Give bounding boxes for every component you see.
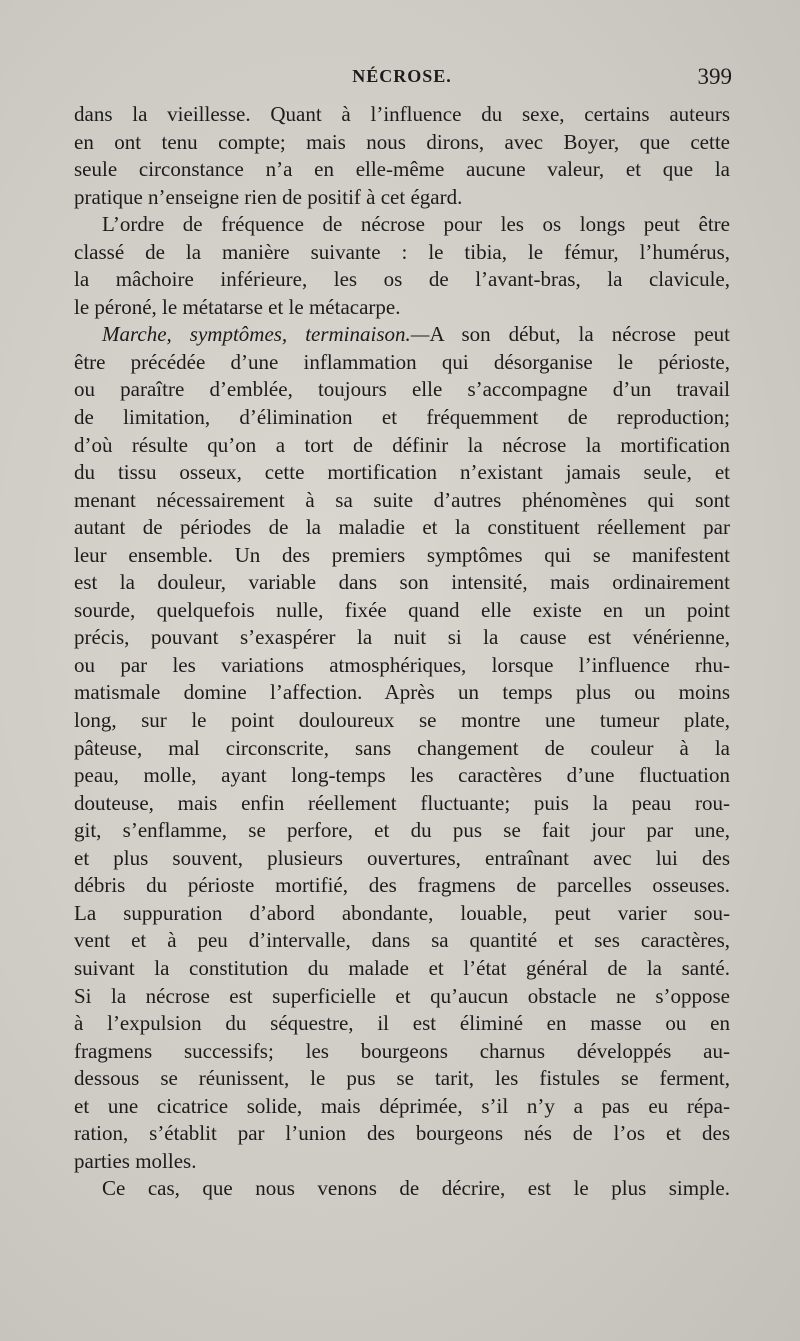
text-line: à l’expulsion du séquestre, il est éliminé en masse ou en — [74, 1011, 730, 1036]
text-line: douteuse, mais enfin réellement fluctuante; puis la peau rou- — [74, 790, 730, 815]
text-line-rest: A son début, la nécrose peut — [429, 322, 730, 347]
text-line: ration, s’établit par l’union des bourgeons nés de l’os et des — [74, 1121, 730, 1146]
text-line: débris du périoste mortifié, des fragmens de parcelles osseuses. — [74, 873, 730, 898]
running-head: NÉCROSE. — [352, 66, 452, 86]
text-line: le péroné, le métatarse et le métacarpe. — [74, 294, 401, 319]
page-number: 399 — [697, 64, 732, 89]
page-header — [72, 66, 732, 96]
text-line: classé de la manière suivante : le tibia, le fémur, l’humérus, — [74, 239, 730, 264]
text-line: menant nécessairement à sa suite d’autres phénomènes qui sont — [74, 487, 730, 512]
text-line: est la douleur, variable dans son intensité, mais ordinairement — [74, 570, 730, 595]
section-heading: Marche, symptômes, terminaison.— — [102, 322, 430, 347]
text-line: La suppuration d’abord abondante, louable, peut varier sou- — [74, 900, 730, 925]
text-line: seule circonstance n’a en elle-même aucune valeur, et que la — [74, 157, 730, 182]
text-line: fragmens successifs; les bourgeons charnus développés au- — [74, 1038, 730, 1063]
text-line: sourde, quelquefois nulle, fixée quand elle existe en un point — [74, 597, 730, 622]
text-line: ou paraître d’emblée, toujours elle s’accompagne d’un travail — [74, 377, 730, 402]
text-line: de limitation, d’élimination et fréquemment de reproduction; — [74, 405, 730, 430]
text-line: dans la vieillesse. Quant à l’influence du sexe, certains auteurs — [74, 102, 730, 126]
text-line: dessous se réunissent, le pus se tarit, les fistules se ferment, — [74, 1066, 730, 1091]
text-line: autant de périodes de la maladie et la constituent réellement par — [74, 515, 730, 540]
text-line: suivant la constitution du malade et l’état général de la santé. — [74, 955, 730, 980]
text-line: ou par les variations atmosphériques, lorsque l’influence rhu- — [74, 652, 730, 677]
text-line: Si la nécrose est superficielle et qu’aucun obstacle ne s’oppose — [74, 983, 730, 1008]
text-line: d’où résulte qu’on a tort de définir la nécrose la mortification — [74, 432, 730, 457]
text-line: être précédée d’une inflammation qui désorganise le périoste, — [74, 349, 730, 374]
text-line: pratique n’enseigne rien de positif à cet égard. — [74, 184, 463, 209]
text-line: et plus souvent, plusieurs ouvertures, entraînant avec lui des — [74, 845, 730, 870]
text-line: en ont tenu compte; mais nous dirons, avec Boyer, que cette — [74, 129, 730, 154]
text-line: long, sur le point douloureux se montre une tumeur plate, — [74, 708, 730, 733]
body-text — [74, 101, 730, 1203]
text-line: parties molles. — [74, 1148, 197, 1173]
text-line: Ce cas, que nous venons de décrire, est le plus simple. — [102, 1176, 730, 1201]
text-line: pâteuse, mal circonscrite, sans changement de couleur à la — [74, 735, 730, 760]
text-line: L’ordre de fréquence de nécrose pour les os longs peut être — [102, 212, 730, 237]
text-line: peau, molle, ayant long-temps les caractères d’une fluctuation — [74, 763, 730, 788]
text-line: la mâchoire inférieure, les os de l’avant-bras, la clavicule, — [74, 267, 730, 292]
text-line: leur ensemble. Un des premiers symptômes qui se manifestent — [74, 542, 730, 567]
text-line — [74, 321, 730, 349]
text-line: matismale domine l’affection. Après un temps plus ou moins — [74, 680, 730, 705]
text-line: et une cicatrice solide, mais déprimée, s’il n’y a pas eu répa- — [74, 1093, 730, 1118]
text-line: vent et à peu d’intervalle, dans sa quantité et ses caractères, — [74, 928, 730, 953]
text-line: du tissu osseux, cette mortification n’existant jamais seule, et — [74, 460, 730, 485]
text-line: git, s’enflamme, se perfore, et du pus se fait jour par une, — [74, 818, 730, 843]
text-line: précis, pouvant s’exaspérer la nuit si la cause est vénérienne, — [74, 625, 730, 650]
